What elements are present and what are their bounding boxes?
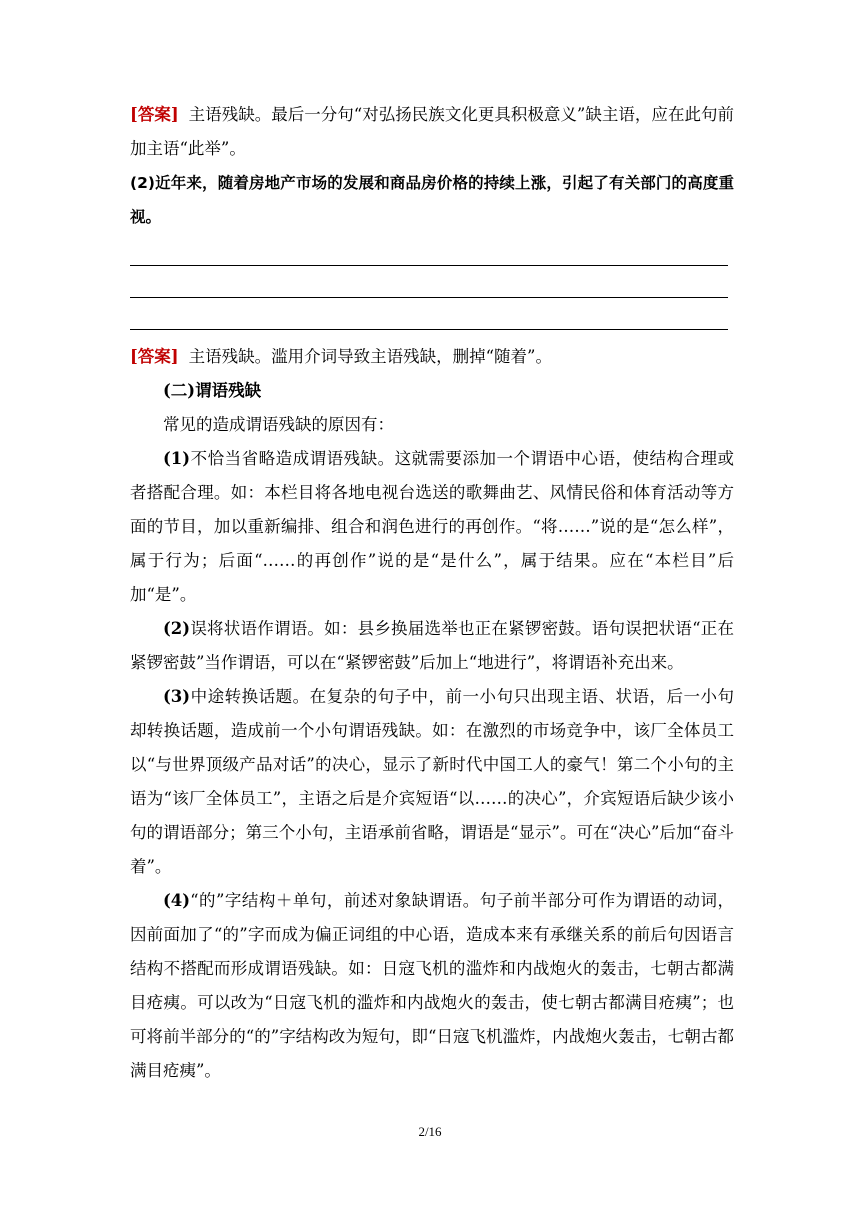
answer-tag: [答案] bbox=[130, 347, 179, 366]
item-text: 不恰当省略造成谓语残缺。这就需要添加一个谓语中心语，使结构合理或者搭配合理。如：本栏目将各地电视台选送的歌舞曲艺、风情民俗和体育活动等方面的节目，加以重新编排、组合和润色进行的再创作。“将……”说的是“怎么样”，属于行为；后面“……的再创作”说的是“是什么”，属于结果。应在“本栏目”后加“是”。 bbox=[130, 449, 734, 604]
answer-text-1: 主语残缺。最后一分句“对弘扬民族文化更具积极意义”缺主语，应在此句前加主语“此举”。 bbox=[130, 105, 734, 158]
answer-lines bbox=[130, 265, 734, 330]
item-number: (2) bbox=[163, 619, 191, 638]
list-item bbox=[130, 680, 734, 884]
item-text: 误将状语作谓语。如：县乡换届选举也正在紧锣密鼓。语句误把状语“正在紧锣密鼓”当作谓语，可以在“紧锣密鼓”后加上“地进行”，将谓语补充出来。 bbox=[130, 619, 734, 672]
intro-text: 常见的造成谓语残缺的原因有： bbox=[163, 415, 394, 434]
list-item bbox=[130, 612, 734, 680]
answer-line bbox=[130, 297, 728, 298]
answer-text-2: 主语残缺。滥用介词导致主语残缺，删掉“随着”。 bbox=[188, 347, 552, 366]
item-number: (1) bbox=[163, 449, 191, 468]
answer-paragraph-1 bbox=[130, 98, 734, 166]
page-number: 2/16 bbox=[418, 1124, 442, 1139]
answer-tag: [答案] bbox=[130, 105, 179, 124]
item-number: (3) bbox=[163, 687, 191, 706]
answer-paragraph-2 bbox=[130, 340, 734, 374]
page-content bbox=[130, 98, 734, 1088]
answer-line bbox=[130, 329, 728, 330]
item-number: (4) bbox=[163, 891, 191, 910]
question-2: (2)近年来，随着房地产市场的发展和商品房价格的持续上涨，引起了有关部门的高度重视。 bbox=[130, 174, 734, 226]
item-text: “的”字结构＋单句，前述对象缺谓语。句子前半部分可作为谓语的动词，因前面加了“的”字而成为偏正词组的中心语，造成本来有承继关系的前后句因语言结构不搭配而形成谓语残缺。如：日寇飞机的滥炸和内战炮火的轰击，七朝古都满目疮痍。可以改为“日寇飞机的滥炸和内战炮火的轰击，使七朝古都满目疮痍”；也可将前半部分的“的”字结构改为短句，即“日寇飞机滥炸，内战炮火轰击，七朝古都满目疮痍”。 bbox=[130, 891, 734, 1080]
list-item bbox=[130, 884, 734, 1088]
item-text: 中途转换话题。在复杂的句子中，前一小句只出现主语、状语，后一小句却转换话题，造成前一个小句谓语残缺。如：在激烈的市场竞争中，该厂全体员工以“与世界顶级产品对话”的决心，显示了新时代中国工人的豪气！第二个小句的主语为“该厂全体员工”，主语之后是介宾短语“以……的决心”，介宾短语后缺少该小句的谓语部分；第三个小句，主语承前省略，谓语是“显示”。可在“决心”后加“奋斗着”。 bbox=[130, 687, 734, 876]
section-title: (二)谓语残缺 bbox=[163, 381, 262, 400]
list-item bbox=[130, 442, 734, 612]
answer-line bbox=[130, 265, 728, 266]
